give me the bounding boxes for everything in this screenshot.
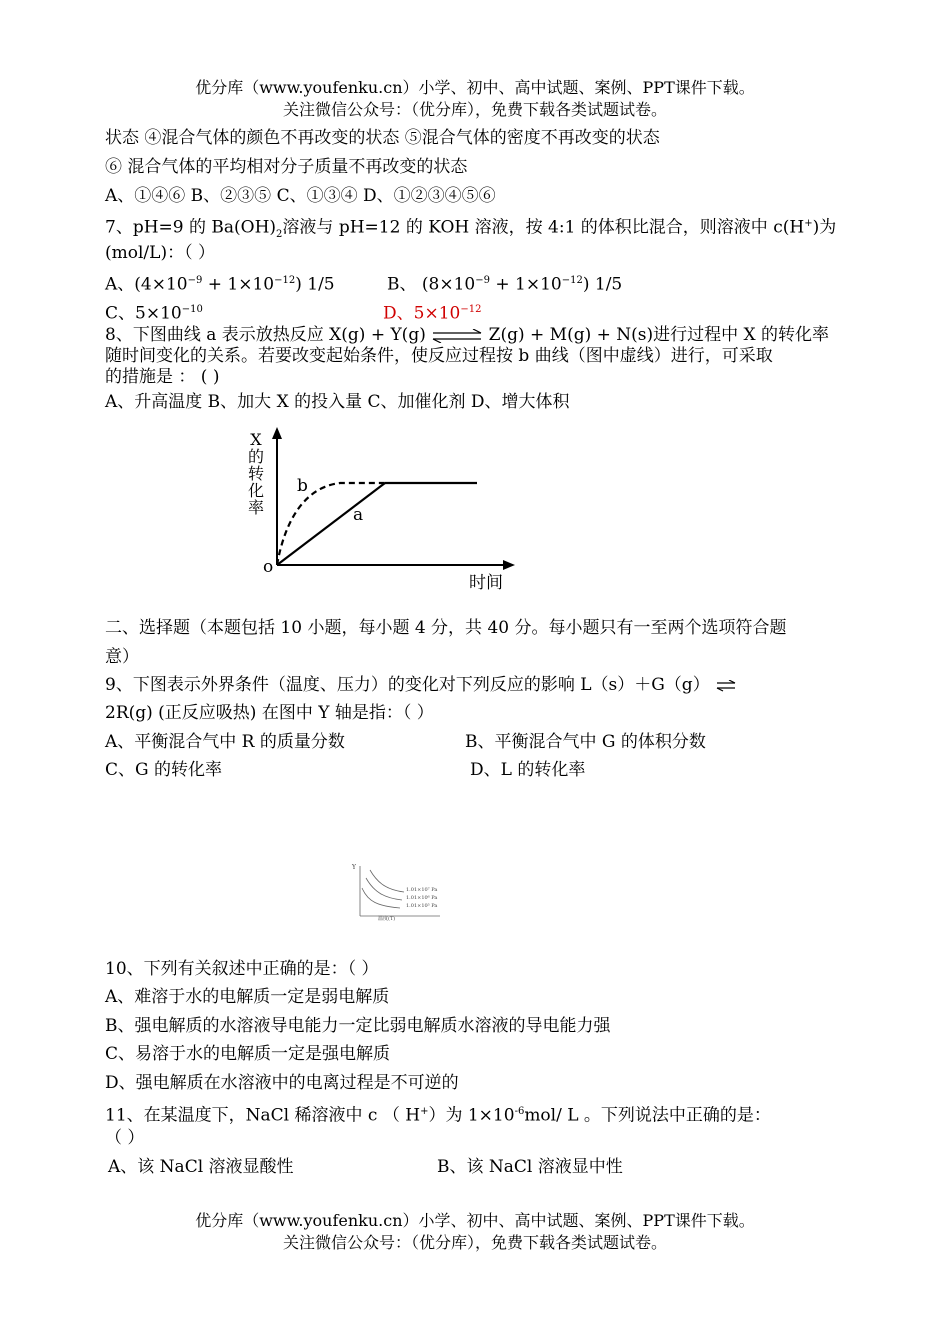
q6-continuation-1: 状态 ④混合气体的颜色不再改变的状态 ⑤混合气体的密度不再改变的状态 bbox=[105, 128, 660, 148]
q10-stem: 10、下列有关叙述中正确的是：（ ） bbox=[105, 959, 379, 979]
q8-stem-2: 随时间变化的关系。若要改变起始条件，使反应过程按 b 曲线（图中虚线）进行，可采取 bbox=[105, 346, 773, 366]
q7-stem-1: 7、pH=9 的 $Ba(OH)_2$溶液与 pH=12 的 KOH 溶液，按 4:1 的体积比混合，则溶液中 c(H+)为 bbox=[105, 217, 837, 241]
q10-option-b: B、强电解质的水溶液导电能力一定比弱电解质水溶液的导电能力强 bbox=[105, 1016, 611, 1036]
q9-option-c: C、G 的转化率 bbox=[105, 760, 222, 780]
q9-curve-1 bbox=[370, 870, 404, 892]
q8-stem-1: 8、下图曲线 a 表示放热反应 X(g) + Y(g) Z(g) + M(g) + N(s)进行过程中 X 的转化率 bbox=[105, 325, 830, 345]
q8-options: A、升高温度 B、加大 X 的投入量 C、加催化剂 D、增大体积 bbox=[105, 392, 570, 412]
q9-y-label: Y bbox=[352, 864, 356, 871]
q9-curve-label-1: 1.01×10⁷ Pa bbox=[406, 887, 438, 893]
q7-option-a: A、$(4\times 10^{-9} + 1\times 10^{-12})$ 1/5 bbox=[105, 274, 335, 295]
section2-heading-2: 意） bbox=[105, 647, 139, 667]
q7-stem-2: (mol/L)：（ ） bbox=[105, 243, 215, 263]
q8-curve-a bbox=[277, 483, 385, 565]
q9-option-b: B、平衡混合气中 G 的体积分数 bbox=[465, 732, 706, 752]
header-line-2: 关注微信公众号：（优分库），免费下载各类试题试卷。 bbox=[282, 100, 667, 119]
q11-stem-1: 11、在某温度下，NaCl 稀溶液中 c （ H+）为 $1\times 10^{-6}mol/$ L 。下列说法中正确的是： bbox=[105, 1105, 771, 1126]
q9-option-d: D、L 的转化率 bbox=[470, 760, 586, 780]
q6-continuation-2: ⑥ 混合气体的平均相对分子质量不再改变的状态 bbox=[105, 157, 468, 177]
q9-equilibrium-arrow-icon bbox=[715, 680, 737, 692]
q11-stem-2: （ ） bbox=[105, 1128, 145, 1148]
q8-x-axis-arrow-icon bbox=[503, 560, 515, 570]
q9-x-label: 温度(T) bbox=[378, 916, 396, 922]
q9-curve-label-2: 1.01×10⁶ Pa bbox=[406, 895, 438, 901]
q11-option-b: B、该 NaCl 溶液显中性 bbox=[437, 1157, 623, 1177]
q9-curve-label-3: 1.01×10⁵ Pa bbox=[406, 903, 438, 909]
q9-pressure-figure bbox=[348, 862, 448, 922]
q7-option-d: D、$5\times 10^{-12}$ bbox=[383, 303, 482, 324]
q9-curve-2 bbox=[366, 878, 402, 900]
footer-line-2: 关注微信公众号：（优分库），免费下载各类试题试卷。 bbox=[282, 1233, 667, 1252]
equilibrium-arrow-icon bbox=[431, 329, 483, 343]
q9-curve-3 bbox=[362, 888, 400, 908]
q7-option-c: C、$5\times 10^{-10}$ bbox=[105, 303, 203, 324]
q8-origin-label: o bbox=[263, 557, 274, 577]
q8-y-axis-arrow-icon bbox=[272, 427, 282, 439]
q8-stem-3: 的措施是 ： ( ) bbox=[105, 367, 220, 387]
section2-heading-1: 二、选择题（本题包括 10 小题，每小题 4 分，共 40 分。每小题只有一至两个选项符合题 bbox=[105, 618, 787, 638]
q7-option-b: B、 $(8\times 10^{-9} + 1\times 10^{-12})$ 1/5 bbox=[387, 274, 623, 295]
q10-option-a: A、难溶于水的电解质一定是弱电解质 bbox=[105, 987, 390, 1007]
q9-stem-2: 2R(g) (正反应吸热) 在图中 Y 轴是指：（ ） bbox=[105, 703, 434, 723]
q6-options: A、①④⑥ B、②③⑤ C、①③④ D、①②③④⑤⑥ bbox=[105, 186, 496, 206]
q8-conversion-figure bbox=[235, 425, 535, 600]
q10-option-d: D、强电解质在水溶液中的电离过程是不可逆的 bbox=[105, 1073, 459, 1093]
footer-line-1: 优分库（www.youfenku.cn）小学、初中、高中试题、案例、PPT课件下载。 bbox=[195, 1211, 755, 1230]
q10-option-c: C、易溶于水的电解质一定是强电解质 bbox=[105, 1044, 391, 1064]
q8-curve-a-label: a bbox=[353, 505, 364, 525]
q11-option-a: A、该 NaCl 溶液显酸性 bbox=[108, 1157, 294, 1177]
q9-option-a: A、平衡混合气中 R 的质量分数 bbox=[105, 732, 345, 752]
q8-x-axis-label: 时间 bbox=[469, 573, 503, 593]
header-line-1: 优分库（www.youfenku.cn）小学、初中、高中试题、案例、PPT课件下载。 bbox=[195, 78, 755, 97]
q8-curve-b-label: b bbox=[297, 476, 308, 496]
q8-y-axis-label: X 的 转 化 率 bbox=[247, 430, 264, 517]
q9-stem-1: 9、下图表示外界条件（温度、压力）的变化对下列反应的影响 L（s）＋G（g） bbox=[105, 674, 737, 696]
